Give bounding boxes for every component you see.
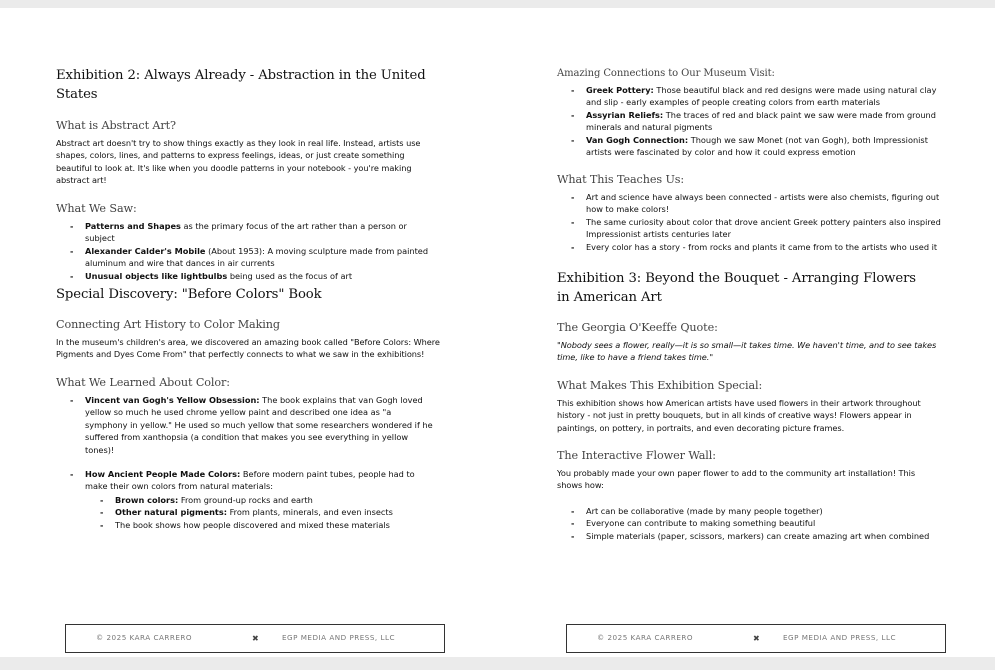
copyright-text: © 2025 KARA CARRERO bbox=[96, 633, 193, 642]
learned-heading: What We Learned About Color: bbox=[56, 376, 230, 389]
list-item: - The book shows how people discovered and mixed these materials bbox=[56, 519, 434, 531]
learned-list bbox=[56, 394, 434, 493]
list-item: - Van Gogh Connection: Though we saw Monet (not van Gogh), both Impressionist artists were fascinated by color and how it could express emotion bbox=[557, 134, 945, 159]
list-item: - The same curiosity about color that drove ancient Greek pottery painters also inspired Impressionist artists centuries later bbox=[557, 216, 942, 241]
left-footer bbox=[65, 624, 445, 653]
teaches-heading: What This Teaches Us: bbox=[557, 173, 685, 186]
list-item: - Everyone can contribute to making something beautiful bbox=[557, 517, 942, 529]
list-item: - How Ancient People Made Colors: Before modern paint tubes, people had to make their own colors from natural materials: bbox=[56, 468, 434, 493]
what-we-saw-heading: What We Saw: bbox=[56, 202, 137, 215]
okeeffe-quote: "Nobody sees a flower, really—it is so small—it takes time. We haven't time, and to see takes time, like to have a friend takes time." bbox=[557, 340, 937, 363]
list-item: - Patterns and Shapes as the primary focus of the art rather than a person or subject bbox=[56, 220, 431, 245]
connecting-body: In the museum's children's area, we discovered an amazing book called "Before Colors: Where Pigments and Dyes Come From" that perfectly connects to what we saw in the exhibitions! bbox=[56, 337, 440, 360]
special-discovery-title: Special Discovery: "Before Colors" Book bbox=[56, 287, 322, 302]
connections-heading: Amazing Connections to Our Museum Visit: bbox=[557, 68, 775, 79]
list-item: - Brown colors: From ground-up rocks and earth bbox=[56, 494, 434, 506]
list-item: - Simple materials (paper, scissors, markers) can create amazing art when combined bbox=[557, 530, 942, 542]
what-is-abstract-heading: What is Abstract Art? bbox=[56, 119, 176, 132]
list-item: - Art can be collaborative (made by many people together) bbox=[557, 505, 942, 517]
exhibition-3-title: Exhibition 3: Beyond the Bouquet - Arranging Flowers in American Art bbox=[557, 271, 916, 305]
flower-wall-list bbox=[557, 505, 942, 542]
list-item: - Every color has a story - from rocks and plants it came from to the artists who used it bbox=[557, 241, 942, 253]
publisher-text: EGP MEDIA AND PRESS, LLC bbox=[282, 633, 396, 642]
list-item: - Alexander Calder's Mobile (About 1953): A moving sculpture made from painted aluminum and wire that dances in air currents bbox=[56, 245, 431, 270]
special-heading: What Makes This Exhibition Special: bbox=[557, 379, 763, 392]
quote-heading: The Georgia O'Keeffe Quote: bbox=[557, 321, 718, 334]
what-is-abstract-body: Abstract art doesn't try to show things exactly as they look in real life. Instead, artists use shapes, colors, lines, and patterns to express feelings, ideas, or just create something beautiful to look at. It's like when you doodle patterns in your notebook - you're making abstract art! bbox=[56, 138, 421, 186]
color-sources-list bbox=[56, 494, 434, 531]
separator-icon: ✖ bbox=[252, 634, 260, 643]
connecting-heading: Connecting Art History to Color Making bbox=[56, 318, 280, 331]
list-item: - Greek Pottery: Those beautiful black and red designs were made using natural clay and slip - early examples of people creating colors from earth materials bbox=[557, 84, 945, 109]
document-sheet bbox=[0, 8, 995, 657]
flower-wall-body: You probably made your own paper flower to add to the community art installation! This shows how: bbox=[557, 468, 916, 491]
what-we-saw-list bbox=[56, 220, 431, 282]
flower-wall-heading: The Interactive Flower Wall: bbox=[557, 449, 716, 462]
copyright-text: © 2025 KARA CARRERO bbox=[597, 633, 694, 642]
list-item: - Art and science have always been connected - artists were also chemists, figuring out how to make colors! bbox=[557, 191, 942, 216]
separator-icon: ✖ bbox=[753, 634, 761, 643]
teaches-list bbox=[557, 191, 942, 253]
publisher-text: EGP MEDIA AND PRESS, LLC bbox=[783, 633, 897, 642]
connections-list bbox=[557, 84, 945, 158]
right-page bbox=[557, 8, 947, 657]
list-item: - Vincent van Gogh's Yellow Obsession: The book explains that van Gogh loved yellow so much he used chrome yellow paint and described one idea as "a symphony in yellow." He used so much yellow that some researchers wondered if he suffered from xanthopsia (a condition that makes you see everything in yellow tones)! bbox=[56, 394, 434, 456]
left-page bbox=[56, 8, 440, 657]
right-footer bbox=[566, 624, 946, 653]
list-item: - Assyrian Reliefs: The traces of red and black paint we saw were made from ground minerals and natural pigments bbox=[557, 109, 945, 134]
special-body: This exhibition shows how American artists have used flowers in their artwork throughout history - not just in pretty bouquets, but in all kinds of creative ways! Flowers appear in paintings, on pottery, in portraits, and even decorating picture frames. bbox=[557, 398, 921, 433]
exhibition-2-title: Exhibition 2: Always Already - Abstraction in the United States bbox=[56, 68, 426, 102]
list-item: - Unusual objects like lightbulbs being used as the focus of art bbox=[56, 270, 431, 282]
list-item: - Other natural pigments: From plants, minerals, and even insects bbox=[56, 506, 434, 518]
